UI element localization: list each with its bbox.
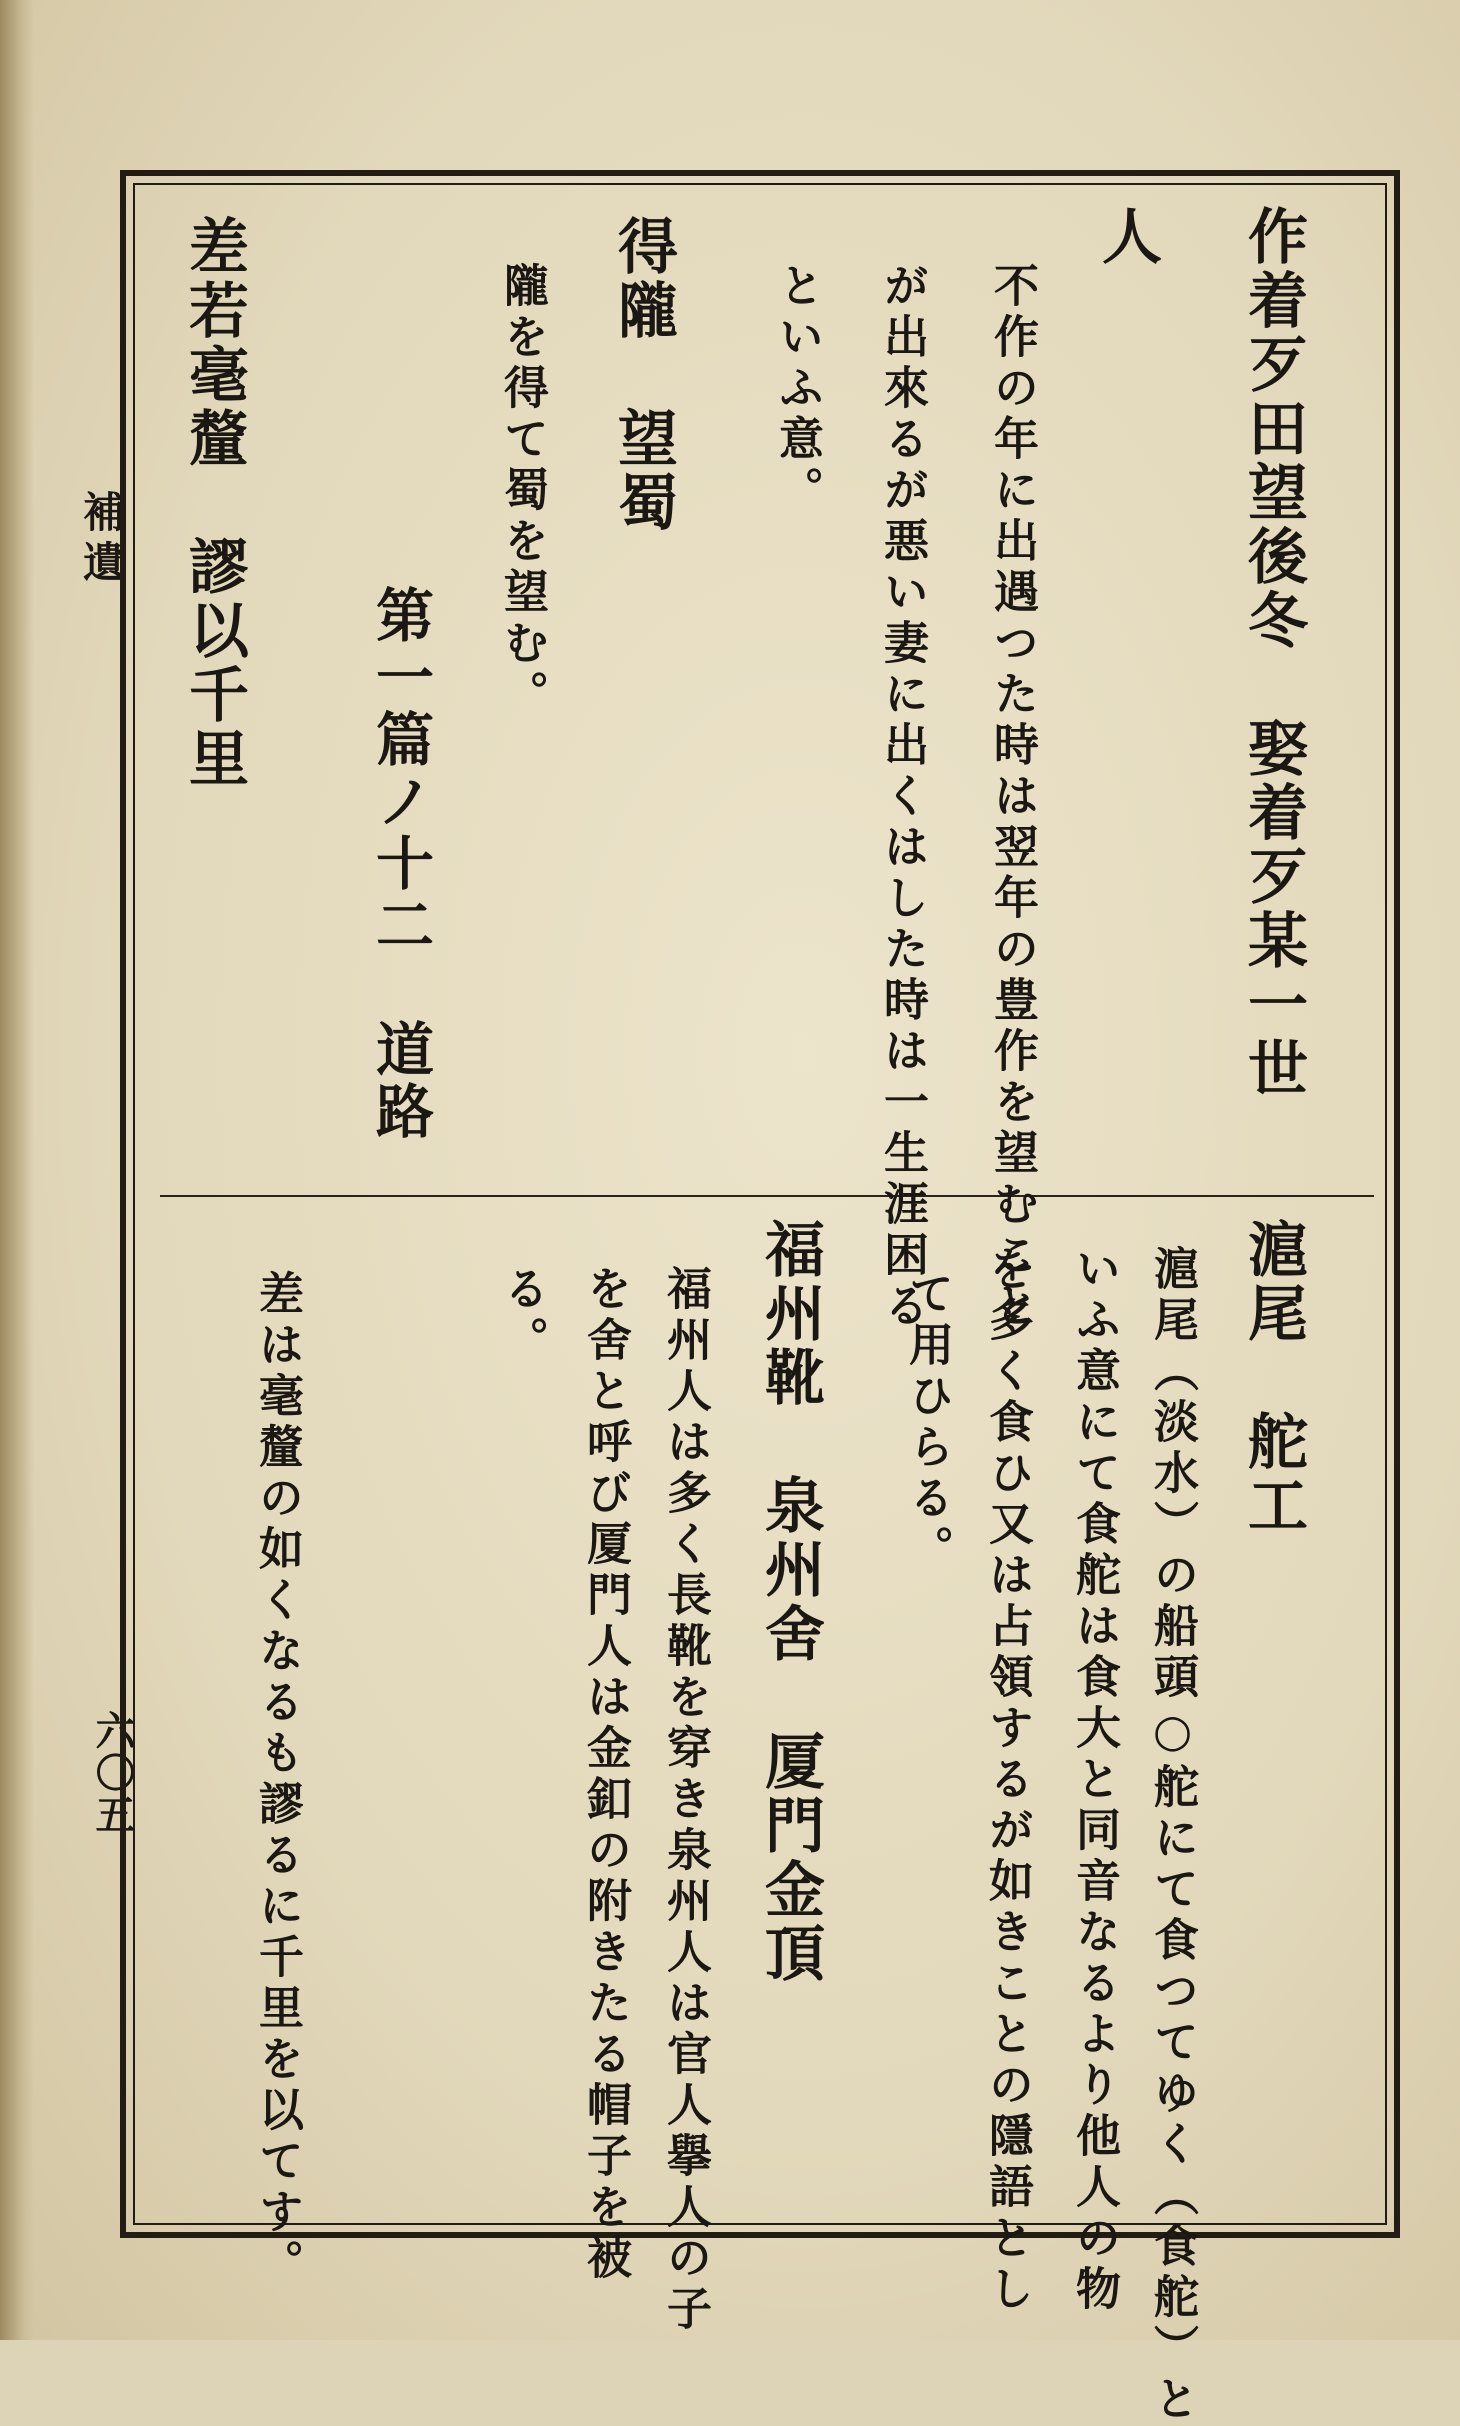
entry-body-line: が出來るが悪い妻に出くはした時は一生涯困る bbox=[876, 262, 929, 1333]
entry-heading: 滬尾 舵工 bbox=[1238, 1218, 1308, 1538]
entry-body-line: を多く食ひ又は占領するが如きことの隱語とし bbox=[981, 1245, 1034, 2316]
entry-body-line: 滬尾（淡水）の船頭○舵にて食つてゆく（食舵）と bbox=[1146, 1245, 1199, 2426]
margin-title: 補遺 bbox=[77, 490, 126, 590]
entry-heading-continued: 人 bbox=[1092, 205, 1162, 269]
entry-heading: 得隴 望蜀 bbox=[608, 215, 678, 535]
horizontal-divider bbox=[160, 1195, 1374, 1197]
entry-body-line: る。 bbox=[496, 1265, 549, 1367]
entry-body-line: といふ意。 bbox=[771, 262, 824, 517]
entry-body-line: いふ意にて食舵は食大と同音なるより他人の物 bbox=[1068, 1245, 1121, 2316]
entry-body-line: 隴を得て蜀を望む。 bbox=[496, 262, 549, 721]
entry-body-line: を舍と呼び厦門人は金釦の附きたる帽子を被 bbox=[579, 1265, 632, 2285]
entry-heading: 作着歹田望後冬 娶着歹某一世 bbox=[1238, 205, 1308, 1101]
page-number: 六〇五 bbox=[89, 1710, 136, 1836]
entry-heading: 福州靴 泉州舍 厦門金頂 bbox=[755, 1218, 825, 1986]
entry-body-line: 福州人は多く長靴を穿き泉州人は官人擧人の子 bbox=[659, 1265, 712, 2336]
section-heading: 第一篇ノ十二 道路 bbox=[366, 585, 434, 1143]
entry-body-line: て用ひらる。 bbox=[901, 1270, 954, 1576]
entry-body-line: 差は毫釐の如くなるも謬るに千里を以てす。 bbox=[251, 1270, 304, 2290]
entry-heading: 差若毫釐 謬以千里 bbox=[179, 215, 249, 791]
entry-body-line: 不作の年に出遇つた時は翌年の豊作を望むこと bbox=[986, 262, 1039, 1333]
page-edge-shadow bbox=[0, 0, 34, 2340]
